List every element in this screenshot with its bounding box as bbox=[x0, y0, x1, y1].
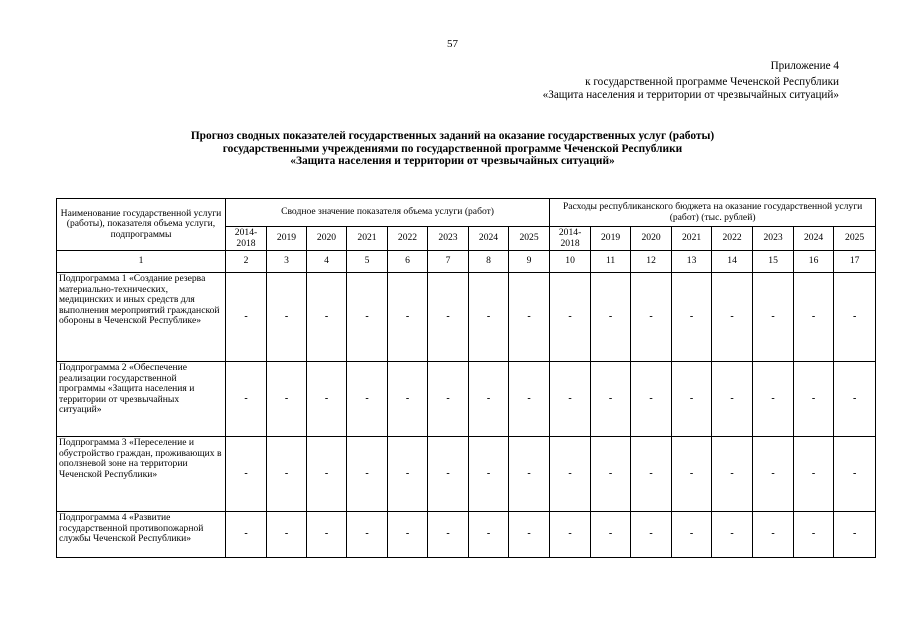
document-title bbox=[0, 130, 905, 168]
column-number: 9 bbox=[509, 251, 550, 273]
table-cell-value: - bbox=[307, 362, 347, 437]
column-number: 10 bbox=[550, 251, 591, 273]
table-cell-value: - bbox=[834, 437, 876, 512]
header-expenses-group: Расходы республиканского бюджета на оказание государственной услуги (работ) (тыс. рублей) bbox=[550, 199, 876, 227]
table-cell-value: - bbox=[509, 362, 550, 437]
header-volume-year: 2020 bbox=[307, 227, 347, 251]
table-cell-value: - bbox=[712, 512, 753, 558]
column-number: 3 bbox=[267, 251, 307, 273]
page-number: 57 bbox=[447, 38, 458, 50]
table-row bbox=[57, 362, 876, 437]
table-cell-value: - bbox=[347, 437, 388, 512]
table-row bbox=[57, 437, 876, 512]
table-cell-value: - bbox=[550, 273, 591, 362]
header-expenses-year: 2024 bbox=[794, 227, 834, 251]
table-cell-value: - bbox=[509, 512, 550, 558]
column-number: 13 bbox=[672, 251, 712, 273]
table-cell-value: - bbox=[550, 437, 591, 512]
table-cell-value: - bbox=[794, 273, 834, 362]
table-row bbox=[57, 273, 876, 362]
subprogram-name: Подпрограмма 1 «Создание резерва материально-технических, медицинских и иных средств для выполнения мероприятий гражданской обороны в Чеченской Республике» bbox=[57, 273, 226, 362]
subprogram-name: Подпрограмма 2 «Обеспечение реализации государственной программы «Защита населения и территории от чрезвычайных ситуаций» bbox=[57, 362, 226, 437]
column-number: 4 bbox=[307, 251, 347, 273]
appendix-title: Приложение 4 bbox=[770, 60, 839, 72]
column-number: 17 bbox=[834, 251, 876, 273]
table-cell-value: - bbox=[631, 512, 672, 558]
header-expenses-year: 2021 bbox=[672, 227, 712, 251]
table-cell-value: - bbox=[428, 362, 469, 437]
column-number: 8 bbox=[469, 251, 509, 273]
table-cell-value: - bbox=[550, 362, 591, 437]
column-number: 12 bbox=[631, 251, 672, 273]
table-cell-value: - bbox=[672, 437, 712, 512]
header-expenses-year: 2022 bbox=[712, 227, 753, 251]
table-cell-value: - bbox=[267, 362, 307, 437]
table-cell-value: - bbox=[712, 437, 753, 512]
header-volume-year: 2023 bbox=[428, 227, 469, 251]
header-volume-year: 2024 bbox=[469, 227, 509, 251]
column-number: 7 bbox=[428, 251, 469, 273]
table-cell-value: - bbox=[591, 512, 631, 558]
column-number: 11 bbox=[591, 251, 631, 273]
table-cell-value: - bbox=[753, 273, 794, 362]
table-cell-value: - bbox=[388, 512, 428, 558]
table-cell-value: - bbox=[469, 273, 509, 362]
table-cell-value: - bbox=[226, 362, 267, 437]
table-cell-value: - bbox=[834, 512, 876, 558]
table-cell-value: - bbox=[753, 362, 794, 437]
table-cell-value: - bbox=[672, 512, 712, 558]
table-cell-value: - bbox=[428, 437, 469, 512]
column-number: 2 bbox=[226, 251, 267, 273]
subprogram-name: Подпрограмма 3 «Переселение и обустройство граждан, проживающих в оползневой зоне на территории Чеченской Республики» bbox=[57, 437, 226, 512]
table-cell-value: - bbox=[672, 362, 712, 437]
header-expenses-year: 2020 bbox=[631, 227, 672, 251]
table-cell-value: - bbox=[672, 273, 712, 362]
column-number: 14 bbox=[712, 251, 753, 273]
table-cell-value: - bbox=[428, 273, 469, 362]
table-cell-value: - bbox=[469, 437, 509, 512]
header-volume-year: 2019 bbox=[267, 227, 307, 251]
document-title-line-2: государственными учреждениями по государственной программе Чеченской Республики bbox=[222, 142, 683, 155]
header-service-name: Наименование государственной услуги (работы), показателя объема услуги, подпрограммы bbox=[57, 199, 226, 251]
table-cell-value: - bbox=[226, 512, 267, 558]
table-cell-value: - bbox=[509, 273, 550, 362]
document-title-line-3: «Защита населения и территории от чрезвычайных ситуаций» bbox=[290, 155, 615, 167]
table-cell-value: - bbox=[347, 273, 388, 362]
column-number: 16 bbox=[794, 251, 834, 273]
table-cell-value: - bbox=[469, 362, 509, 437]
table-cell-value: - bbox=[834, 273, 876, 362]
table-row bbox=[57, 512, 876, 558]
table-cell-value: - bbox=[428, 512, 469, 558]
table-cell-value: - bbox=[794, 362, 834, 437]
table-cell-value: - bbox=[307, 273, 347, 362]
table-cell-value: - bbox=[469, 512, 509, 558]
table-cell-value: - bbox=[267, 512, 307, 558]
column-number: 15 bbox=[753, 251, 794, 273]
table-cell-value: - bbox=[550, 512, 591, 558]
table-cell-value: - bbox=[712, 273, 753, 362]
table-cell-value: - bbox=[307, 437, 347, 512]
appendix-line-1: к государственной программе Чеченской Республики bbox=[585, 76, 839, 88]
header-expenses-year: 2025 bbox=[834, 227, 876, 251]
subprogram-name: Подпрограмма 4 «Развитие государственной противопожарной службы Чеченской Республики» bbox=[57, 512, 226, 558]
table-cell-value: - bbox=[753, 512, 794, 558]
table-cell-value: - bbox=[267, 273, 307, 362]
table-cell-value: - bbox=[509, 437, 550, 512]
header-expenses-year: 2023 bbox=[753, 227, 794, 251]
column-number: 5 bbox=[347, 251, 388, 273]
table-cell-value: - bbox=[591, 362, 631, 437]
table-cell-value: - bbox=[226, 437, 267, 512]
table-cell-value: - bbox=[388, 362, 428, 437]
header-volume-year: 2014-2018 bbox=[226, 227, 267, 251]
table-cell-value: - bbox=[794, 437, 834, 512]
table-cell-value: - bbox=[347, 362, 388, 437]
table-cell-value: - bbox=[712, 362, 753, 437]
table-cell-value: - bbox=[631, 273, 672, 362]
table-cell-value: - bbox=[631, 437, 672, 512]
header-expenses-year: 2019 bbox=[591, 227, 631, 251]
forecast-table bbox=[56, 198, 876, 558]
appendix-line-2: «Защита населения и территории от чрезвычайных ситуаций» bbox=[542, 89, 839, 101]
table-cell-value: - bbox=[753, 437, 794, 512]
header-volume-year: 2025 bbox=[509, 227, 550, 251]
table-cell-value: - bbox=[267, 437, 307, 512]
column-number: 6 bbox=[388, 251, 428, 273]
table-cell-value: - bbox=[794, 512, 834, 558]
table-cell-value: - bbox=[347, 512, 388, 558]
header-expenses-year: 2014-2018 bbox=[550, 227, 591, 251]
table-cell-value: - bbox=[631, 362, 672, 437]
table-cell-value: - bbox=[834, 362, 876, 437]
header-volume-year: 2022 bbox=[388, 227, 428, 251]
header-volume-group: Сводное значение показателя объема услуги (работ) bbox=[226, 199, 550, 227]
appendix-block bbox=[543, 60, 839, 102]
table-cell-value: - bbox=[591, 273, 631, 362]
table-cell-value: - bbox=[388, 437, 428, 512]
column-number: 1 bbox=[57, 251, 226, 273]
table-cell-value: - bbox=[307, 512, 347, 558]
table-cell-value: - bbox=[388, 273, 428, 362]
document-title-line-1: Прогноз сводных показателей государственных заданий на оказание государственных услуг (работы) bbox=[190, 130, 715, 142]
table-cell-value: - bbox=[226, 273, 267, 362]
table-cell-value: - bbox=[591, 437, 631, 512]
header-volume-year: 2021 bbox=[347, 227, 388, 251]
